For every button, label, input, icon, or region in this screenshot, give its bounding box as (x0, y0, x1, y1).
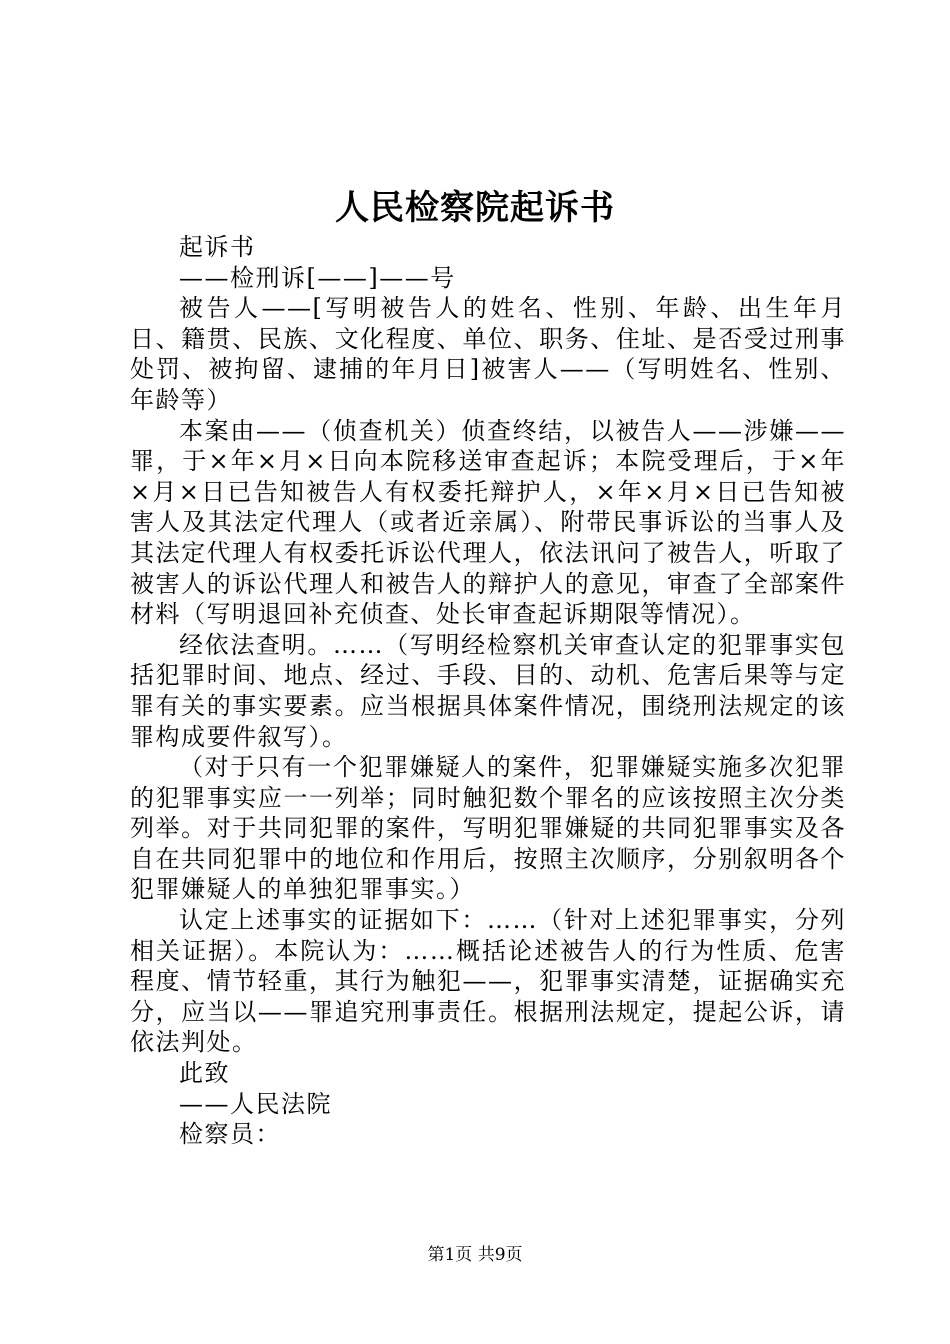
paragraph-case-number: ——检刑诉[——]——号 (179, 263, 456, 292)
document-title: 人民检察院起诉书 (335, 188, 615, 228)
paragraph-multiple-offenses: （对于只有一个犯罪嫌疑人的案件，犯罪嫌疑实施多次犯罪的犯罪事实应一一列举；同时触犯数个罪名的应该按照主次分类列举。对于共同犯罪的案件，写明犯罪嫌疑的共同犯罪事实及各自在共同犯罪中的地位和作用后，按照主次顺序，分别叙明各个犯罪嫌疑人的单独犯罪事实。） (130, 753, 846, 904)
paragraph-prosecutor: 检察员： (179, 1120, 281, 1149)
paragraph-case-origin: 本案由——（侦查机关）侦查终结，以被告人——涉嫌——罪，于×年×月×日向本院移送审查起诉；本院受理后，于×年×月×日已告知被告人有权委托辩护人，×年×月×日已告知被害人及其法定代理人（或者近亲属）、附带民事诉讼的当事人及其法定代理人有权委托诉讼代理人，依法讯问了被告人，听取了被害人的诉讼代理人和被告人的辩护人的意见，审查了全部案件材料（写明退回补充侦查、处长审查起诉期限等情况）。 (130, 416, 846, 629)
paragraph-heading: 起诉书 (179, 233, 256, 261)
document-body (130, 232, 846, 1150)
paragraph-defendant: 被告人——[写明被告人的姓名、性别、年龄、出生年月日、籍贯、民族、文化程度、单位、职务、住址、是否受过刑事处罚、被拘留、逮捕的年月日]被害人——（写明姓名、性别、年龄等） (130, 294, 846, 414)
paragraph-salutation: 此致 (179, 1059, 230, 1088)
page-footer: 第1页 共9页 (427, 1245, 523, 1265)
paragraph-court: ——人民法院 (179, 1089, 332, 1118)
paragraph-findings: 经依法查明。……（写明经检察机关审查认定的犯罪事实包括犯罪时间、地点、经过、手段、目的、动机、危害后果等与定罪有关的事实要素。应当根据具体案件情况，围绕刑法规定的该罪构成要件叙写）。 (130, 630, 846, 751)
paragraph-evidence: 认定上述事实的证据如下：……（针对上述犯罪事实，分列相关证据）。本院认为：……概括论述被告人的行为性质、危害程度、情节轻重，其行为触犯——，犯罪事实清楚，证据确实充分，应当以——罪追究刑事责任。根据刑法规定，提起公诉，请依法判处。 (130, 906, 846, 1057)
